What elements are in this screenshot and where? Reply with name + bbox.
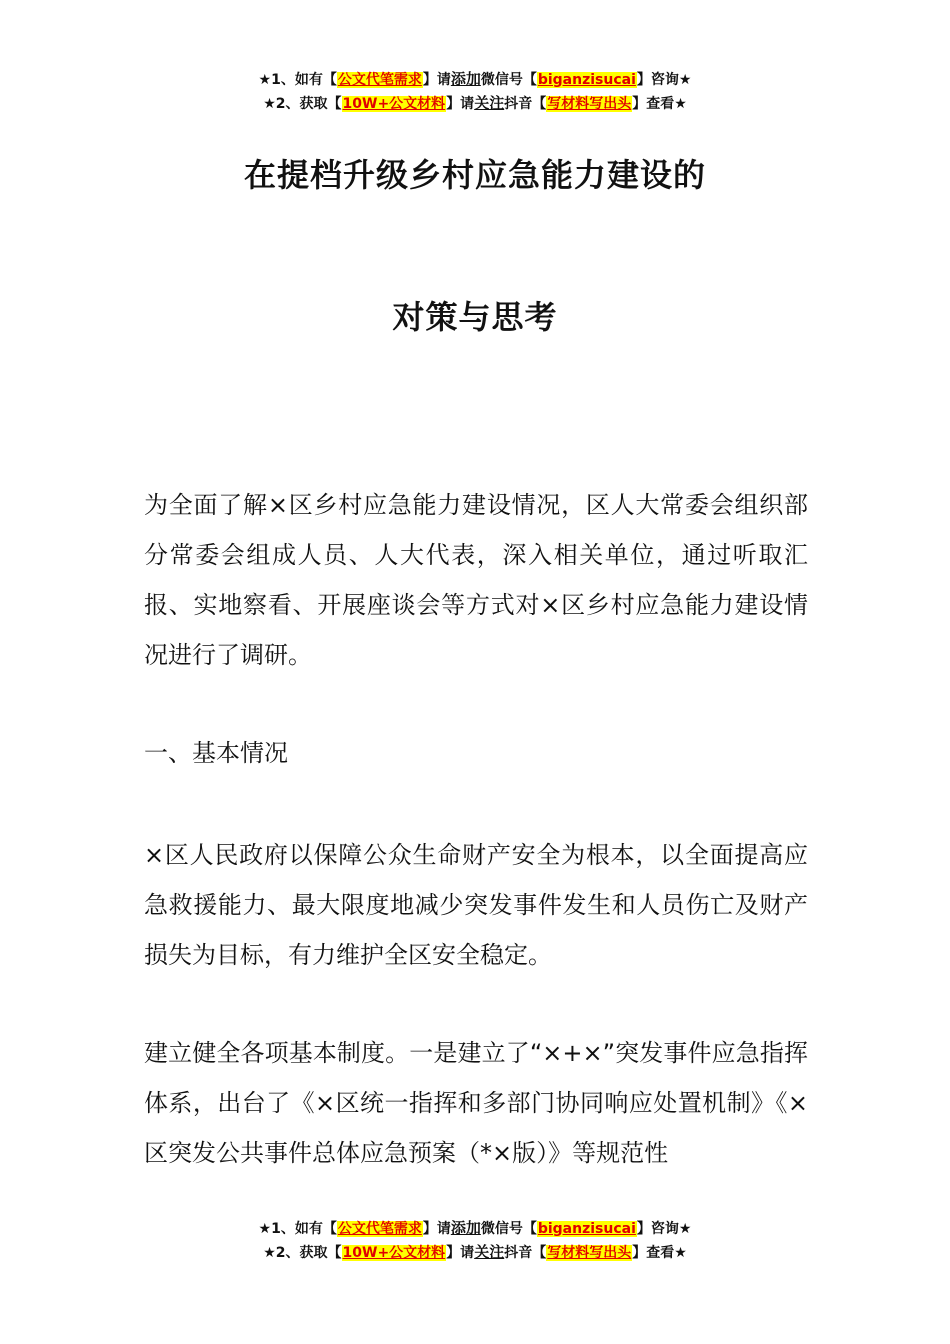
promo-emphasis: 添加 [450,70,481,88]
promo-text: ★1、如有【 [258,1221,337,1237]
promo-highlight-materials: 10W+公文材料 [342,96,446,112]
promo-text: ★2、获取【 [263,1245,342,1261]
promo-highlight-service: 公文代笔需求 [337,72,422,88]
promo-highlight-materials: 10W+公文材料 [342,1245,446,1261]
body-paragraph: 建立健全各项基本制度。一是建立了“×+×”突发事件应急指挥体系，出台了《×区统一指挥和多部门协同响应处置机制》《×区突发公共事件总体应急预案（*×版）》等规范性 [144,1039,808,1167]
promo-banner-top [0,68,950,116]
promo-banner-bottom [0,1217,950,1265]
promo-text: 】请 [422,1221,451,1237]
promo-highlight-service: 公文代笔需求 [337,1221,422,1237]
promo-highlight-douyin-account: 写材料写出头 [547,96,632,112]
promo-text: 抖音【 [504,1245,547,1261]
promo-line-2 [0,92,950,116]
promo-highlight-douyin-account: 写材料写出头 [547,1245,632,1261]
section-heading-basic-situation: 一、基本情况 [144,739,288,767]
promo-text: ★1、如有【 [258,72,337,88]
promo-text: 】咨询★ [636,72,692,88]
document-title-line-2: 对策与思考 [392,298,558,336]
promo-emphasis: 添加 [450,1219,481,1237]
promo-text: 】咨询★ [636,1221,692,1237]
promo-text: 】请 [422,72,451,88]
promo-text: 】查看★ [632,1245,687,1261]
promo-text: 抖音【 [504,96,547,112]
promo-emphasis: 关注 [474,1243,505,1261]
promo-text: 微信号【 [480,72,537,88]
promo-highlight-wechat-id: biganzisucai [537,1221,636,1237]
document-title-line-1: 在提档升级乡村应急能力建设的 [243,156,706,194]
promo-text: ★2、获取【 [263,96,342,112]
promo-highlight-wechat-id: biganzisucai [537,72,636,88]
promo-line-1 [0,68,950,92]
promo-text: 微信号【 [480,1221,537,1237]
body-paragraph: ×区人民政府以保障公众生命财产安全为根本，以全面提高应急救援能力、最大限度地减少突发事件发生和人员伤亡及财产损失为目标，有力维护全区安全稳定。 [144,841,808,969]
promo-text: 】查看★ [632,96,687,112]
promo-emphasis: 关注 [474,94,505,112]
promo-line-2 [0,1241,950,1265]
promo-line-1 [0,1217,950,1241]
promo-text: 】请 [446,1245,475,1261]
promo-text: 】请 [446,96,475,112]
intro-paragraph: 为全面了解×区乡村应急能力建设情况，区人大常委会组织部分常委会组成人员、人大代表，深入相关单位，通过听取汇报、实地察看、开展座谈会等方式对×区乡村应急能力建设情况进行了调研。 [144,491,808,669]
